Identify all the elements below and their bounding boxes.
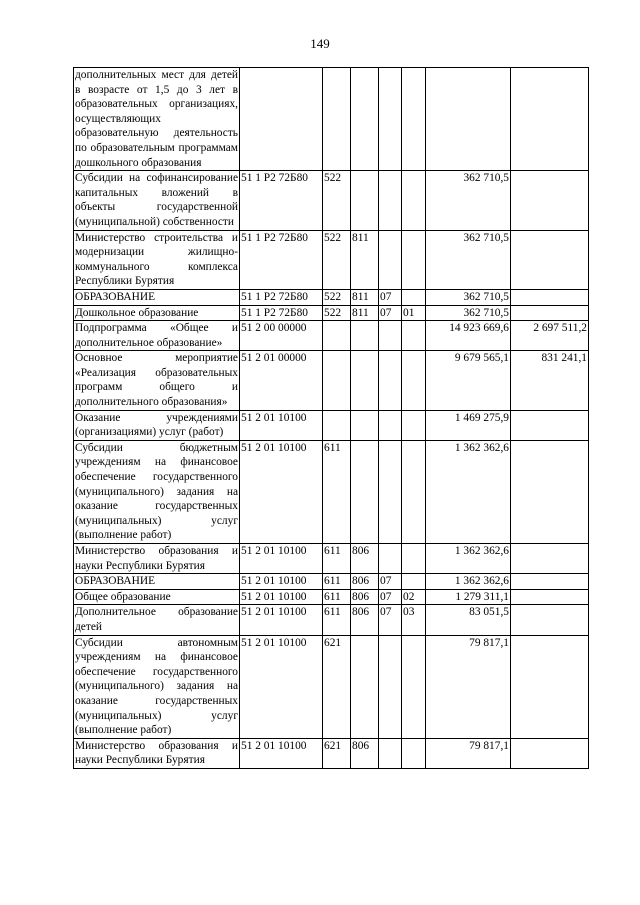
cell-subsection: 03 — [402, 605, 426, 635]
cell-name: Министерство строительства и модернизации жилищно-коммунального комплекса Республики Бурятия — [74, 230, 240, 289]
cell-name: Министерство образования и науки Республики Бурятия — [74, 544, 240, 574]
cell-target-code: 51 2 00 00000 — [240, 321, 323, 351]
page-number: 149 — [310, 36, 330, 51]
cell-ministry-code: 806 — [351, 589, 379, 605]
cell-amount-secondary — [511, 440, 589, 543]
cell-section: 07 — [379, 574, 402, 590]
cell-name: Оказание учреждениями (организациями) услуг (работ) — [74, 410, 240, 440]
table-row — [74, 574, 589, 590]
table-row — [74, 410, 589, 440]
cell-expense-type — [323, 410, 351, 440]
table-row — [74, 351, 589, 410]
cell-expense-type: 522 — [323, 171, 351, 230]
cell-name: Субсидии автономным учреждениям на финансовое обеспечение государственного (муниципального) задания на оказание государственных (муниципальных) услуг (выполнение работ) — [74, 635, 240, 738]
cell-ministry-code: 811 — [351, 305, 379, 321]
cell-target-code: 51 2 01 10100 — [240, 440, 323, 543]
cell-name: дополнительных мест для детей в возрасте от 1,5 до 3 лет в образовательных организациях, осуществляющих образовательную деятельность по образовательным программам дошкольного образования — [74, 68, 240, 171]
table-row — [74, 230, 589, 289]
cell-subsection — [402, 635, 426, 738]
cell-amount-secondary — [511, 589, 589, 605]
cell-expense-type: 522 — [323, 230, 351, 289]
cell-expense-type — [323, 321, 351, 351]
cell-amount: 83 051,5 — [426, 605, 511, 635]
cell-ministry-code: 806 — [351, 574, 379, 590]
table-row — [74, 544, 589, 574]
cell-amount-secondary — [511, 544, 589, 574]
cell-amount: 1 469 275,9 — [426, 410, 511, 440]
cell-amount: 14 923 669,6 — [426, 321, 511, 351]
cell-expense-type: 621 — [323, 635, 351, 738]
cell-section: 07 — [379, 605, 402, 635]
cell-target-code: 51 1 P2 72Б80 — [240, 305, 323, 321]
cell-target-code: 51 2 01 10100 — [240, 574, 323, 590]
cell-amount: 362 710,5 — [426, 230, 511, 289]
cell-target-code: 51 2 01 10100 — [240, 738, 323, 768]
cell-name: Дополнительное образование детей — [74, 605, 240, 635]
cell-section — [379, 68, 402, 171]
cell-ministry-code — [351, 171, 379, 230]
cell-target-code: 51 2 01 10100 — [240, 544, 323, 574]
cell-amount: 362 710,5 — [426, 289, 511, 305]
cell-amount-secondary — [511, 605, 589, 635]
cell-subsection — [402, 230, 426, 289]
cell-expense-type: 611 — [323, 544, 351, 574]
cell-amount: 1 362 362,6 — [426, 544, 511, 574]
table-row — [74, 289, 589, 305]
cell-expense-type — [323, 68, 351, 171]
table-row — [74, 738, 589, 768]
cell-subsection — [402, 440, 426, 543]
cell-section — [379, 738, 402, 768]
cell-target-code: 51 1 P2 72Б80 — [240, 230, 323, 289]
cell-subsection — [402, 289, 426, 305]
cell-ministry-code — [351, 351, 379, 410]
cell-subsection — [402, 171, 426, 230]
table-row — [74, 605, 589, 635]
cell-target-code — [240, 68, 323, 171]
cell-amount-secondary — [511, 738, 589, 768]
cell-amount-secondary — [511, 635, 589, 738]
cell-expense-type: 621 — [323, 738, 351, 768]
cell-target-code: 51 2 01 10100 — [240, 410, 323, 440]
cell-ministry-code: 806 — [351, 605, 379, 635]
cell-target-code: 51 1 P2 72Б80 — [240, 289, 323, 305]
table-row — [74, 635, 589, 738]
cell-ministry-code: 811 — [351, 289, 379, 305]
cell-section: 07 — [379, 305, 402, 321]
cell-section — [379, 171, 402, 230]
cell-section — [379, 635, 402, 738]
cell-amount: 1 362 362,6 — [426, 440, 511, 543]
cell-amount: 79 817,1 — [426, 635, 511, 738]
cell-amount-secondary — [511, 230, 589, 289]
cell-amount: 79 817,1 — [426, 738, 511, 768]
cell-amount: 362 710,5 — [426, 171, 511, 230]
cell-name: Субсидии бюджетным учреждениям на финансовое обеспечение государственного (муниципального) задания на оказание государственных (муниципальных) услуг (выполнение работ) — [74, 440, 240, 543]
cell-expense-type — [323, 351, 351, 410]
cell-ministry-code — [351, 410, 379, 440]
budget-table — [73, 67, 589, 769]
cell-amount — [426, 68, 511, 171]
table-row — [74, 589, 589, 605]
cell-name: Основное мероприятие «Реализация образовательных программ общего и дополнительного образования» — [74, 351, 240, 410]
cell-name: Подпрограмма «Общее и дополнительное образование» — [74, 321, 240, 351]
cell-subsection — [402, 351, 426, 410]
cell-name: ОБРАЗОВАНИЕ — [74, 289, 240, 305]
cell-expense-type: 611 — [323, 440, 351, 543]
cell-name: ОБРАЗОВАНИЕ — [74, 574, 240, 590]
cell-target-code: 51 2 01 10100 — [240, 635, 323, 738]
cell-expense-type: 611 — [323, 574, 351, 590]
cell-section: 07 — [379, 589, 402, 605]
cell-amount-secondary — [511, 410, 589, 440]
cell-ministry-code: 811 — [351, 230, 379, 289]
table-row — [74, 440, 589, 543]
cell-subsection — [402, 574, 426, 590]
cell-subsection — [402, 410, 426, 440]
cell-expense-type: 611 — [323, 589, 351, 605]
table-row — [74, 68, 589, 171]
cell-name: Дошкольное образование — [74, 305, 240, 321]
cell-section — [379, 544, 402, 574]
cell-ministry-code — [351, 68, 379, 171]
cell-target-code: 51 1 P2 72Б80 — [240, 171, 323, 230]
cell-expense-type: 522 — [323, 305, 351, 321]
cell-amount-secondary: 831 241,1 — [511, 351, 589, 410]
cell-name: Субсидии на софинансирование капитальных вложений в объекты государственной (муниципальной) собственности — [74, 171, 240, 230]
cell-amount-secondary — [511, 68, 589, 171]
cell-section — [379, 230, 402, 289]
cell-ministry-code — [351, 635, 379, 738]
cell-section: 07 — [379, 289, 402, 305]
cell-subsection: 02 — [402, 589, 426, 605]
cell-amount: 1 279 311,1 — [426, 589, 511, 605]
cell-subsection — [402, 321, 426, 351]
cell-amount: 9 679 565,1 — [426, 351, 511, 410]
cell-subsection — [402, 68, 426, 171]
cell-ministry-code: 806 — [351, 738, 379, 768]
table-row — [74, 305, 589, 321]
table-row — [74, 171, 589, 230]
cell-amount: 1 362 362,6 — [426, 574, 511, 590]
cell-amount-secondary — [511, 289, 589, 305]
cell-name: Общее образование — [74, 589, 240, 605]
cell-amount-secondary: 2 697 511,2 — [511, 321, 589, 351]
cell-amount: 362 710,5 — [426, 305, 511, 321]
cell-amount-secondary — [511, 171, 589, 230]
table-row — [74, 321, 589, 351]
cell-target-code: 51 2 01 00000 — [240, 351, 323, 410]
cell-section — [379, 440, 402, 543]
cell-section — [379, 351, 402, 410]
cell-section — [379, 321, 402, 351]
cell-subsection — [402, 738, 426, 768]
cell-ministry-code — [351, 440, 379, 543]
cell-target-code: 51 2 01 10100 — [240, 605, 323, 635]
cell-subsection: 01 — [402, 305, 426, 321]
cell-name: Министерство образования и науки Республики Бурятия — [74, 738, 240, 768]
cell-expense-type: 522 — [323, 289, 351, 305]
cell-ministry-code — [351, 321, 379, 351]
cell-target-code: 51 2 01 10100 — [240, 589, 323, 605]
cell-amount-secondary — [511, 574, 589, 590]
cell-ministry-code: 806 — [351, 544, 379, 574]
cell-amount-secondary — [511, 305, 589, 321]
cell-expense-type: 611 — [323, 605, 351, 635]
cell-subsection — [402, 544, 426, 574]
cell-section — [379, 410, 402, 440]
